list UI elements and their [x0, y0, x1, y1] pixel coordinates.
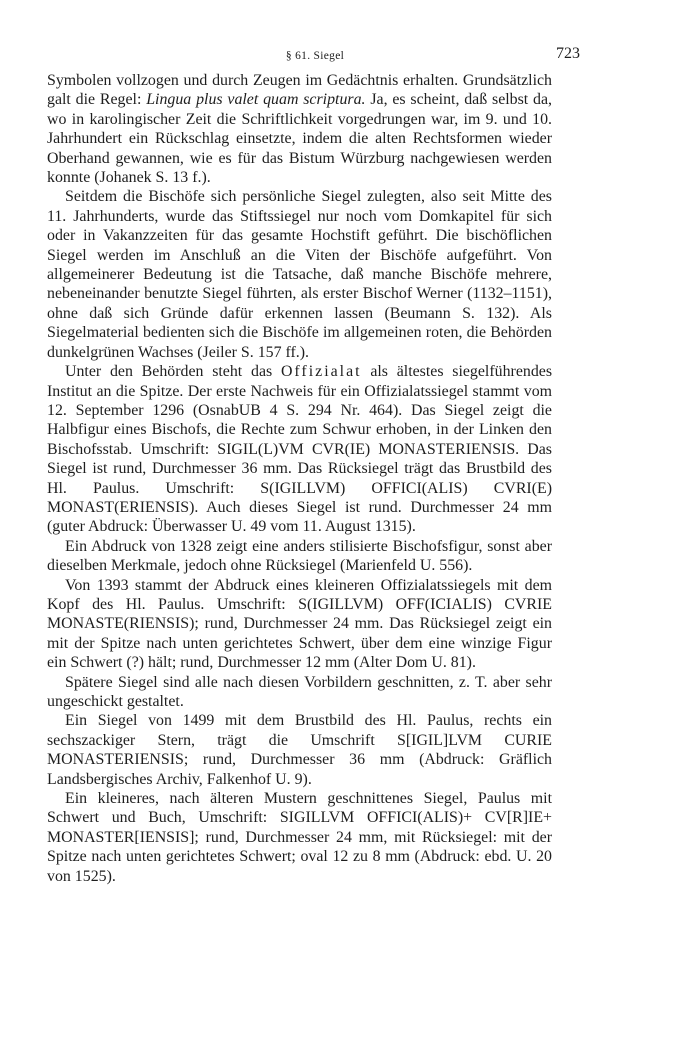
paragraph-5: Von 1393 stammt der Abdruck eines kleineren Offizialatssiegels mit dem Kopf des Hl. Paulus. Umschrift: S(IGILLVM) OFF(ICIALIS) CVRIE MONASTE(RIENSIS); rund, Durchmesser 24 mm. Das Rücksiegel zeigt ein mit der Spitze nach unten gerichtetes Schwert, über dem eine winzige Figur ein Schwert (?) hält; rund, Durchmesser 12 mm (Alter Dom U. 81).	[47, 576, 552, 672]
paragraph-3	[47, 362, 552, 537]
paragraph-3-text-a: Unter den Behörden steht das	[65, 363, 281, 381]
running-head	[0, 45, 700, 65]
paragraph-7: Ein Siegel von 1499 mit dem Brustbild des Hl. Paulus, rechts ein sechszackiger Stern, trägt die Umschrift S[IGIL]LVM CURIE MONASTERIENSIS; rund, Durchmesser 36 mm (Abdruck: Gräflich Landsbergisches Archiv, Falkenhof U. 9).	[47, 712, 552, 788]
paragraph-3-text-b: als ältestes siegelführendes Institut an die Spitze. Der erste Nachweis für ein Offizialatssiegel stammt vom 12. September 1296 (OsnabUB 4 S. 294 Nr. 464). Das Siegel zeigt die Halbfigur eines Bischofs, die Rechte zum Schwur erhoben, in der Linken den Bischofsstab. Umschrift: SIGIL(L)VM CVR(IE) MONASTERIENSIS. Das Siegel ist rund, Durchmesser 36 mm. Das Rücksiegel trägt das Brustbild des Hl. Paulus. Umschrift: S(IGILLVM) OFFICI(ALIS) CVRI(E) MONAST(ERIENSIS). Auch dieses Siegel ist rund. Durchmesser 24 mm (guter Abdruck: Überwasser U. 49 vom 11. August 1315).	[47, 363, 552, 536]
paragraph-1-text-b: Ja, es scheint, daß selbst da, wo in karolingischer Zeit die Schriftlichkeit vorgedrungen war, im 9. und 10. Jahrhundert ein Rückschlag einsetzte, indem die alten Rechtsformen wieder Oberhand gewannen, wie es für das Bistum Würzburg nachgewiesen werden konnte (Johanek S. 13 f.).	[47, 91, 553, 187]
paragraph-8: Ein kleineres, nach älteren Mustern geschnittenes Siegel, Paulus mit Schwert und Buch, Umschrift: SIGILLVM OFFICI(ALIS)+ CV[R]IE+ MONASTER[IENSIS]; rund, Durchmesser 24 mm, mit Rücksiegel: mit der Spitze nach unten gerichtetes Schwert; oval 12 zu 8 mm (Abdruck: ebd. U. 20 von 1525).	[47, 790, 552, 885]
offizialat-term: Offizialat	[280, 363, 362, 381]
section-title: § 61. Siegel	[285, 50, 345, 62]
paragraph-4: Ein Abdruck von 1328 zeigt eine anders stilisierte Bischofsfigur, sonst aber dieselben Merkmale, jedoch ohne Rücksiegel (Marienfeld U. 556).	[47, 537, 552, 575]
paragraph-1	[47, 71, 552, 187]
body-text	[47, 71, 552, 886]
paragraph-2: Seitdem die Bischöfe sich persönliche Siegel zulegten, also seit Mitte des 11. Jahrhunderts, wurde das Stiftssiegel nur noch vom Domkapitel für sich oder in Vakanzzeiten für das gesamte Hochstift geführt. Die bischöflichen Siegel werden im Anschluß an die Viten der Bischöfe aufgeführt. Von allgemeinerer Bedeutung ist die Tatsache, daß manche Bischöfe mehrere, nebeneinander benutzte Siegel führten, als erster Bischof Werner (1132–1151), ohne daß sich Gründe dafür erkennen lassen (Beumann S. 132). Als Siegelmaterial bedienten sich die Bischöfe im allgemeinen roten, die Behörden dunkelgrünen Wachses (Jeiler S. 157 ff.).	[47, 188, 552, 361]
latin-maxim: Lingua plus valet quam scriptura.	[146, 91, 366, 109]
paragraph-1-text-a: Symbolen vollzogen und durch Zeugen im Gedächtnis erhalten. Grundsätzlich galt die Regel:	[47, 72, 552, 109]
page-number: 723	[556, 45, 580, 62]
paragraph-6: Spätere Siegel sind alle nach diesen Vorbildern geschnitten, z. T. aber sehr ungeschickt gestaltet.	[47, 673, 552, 710]
